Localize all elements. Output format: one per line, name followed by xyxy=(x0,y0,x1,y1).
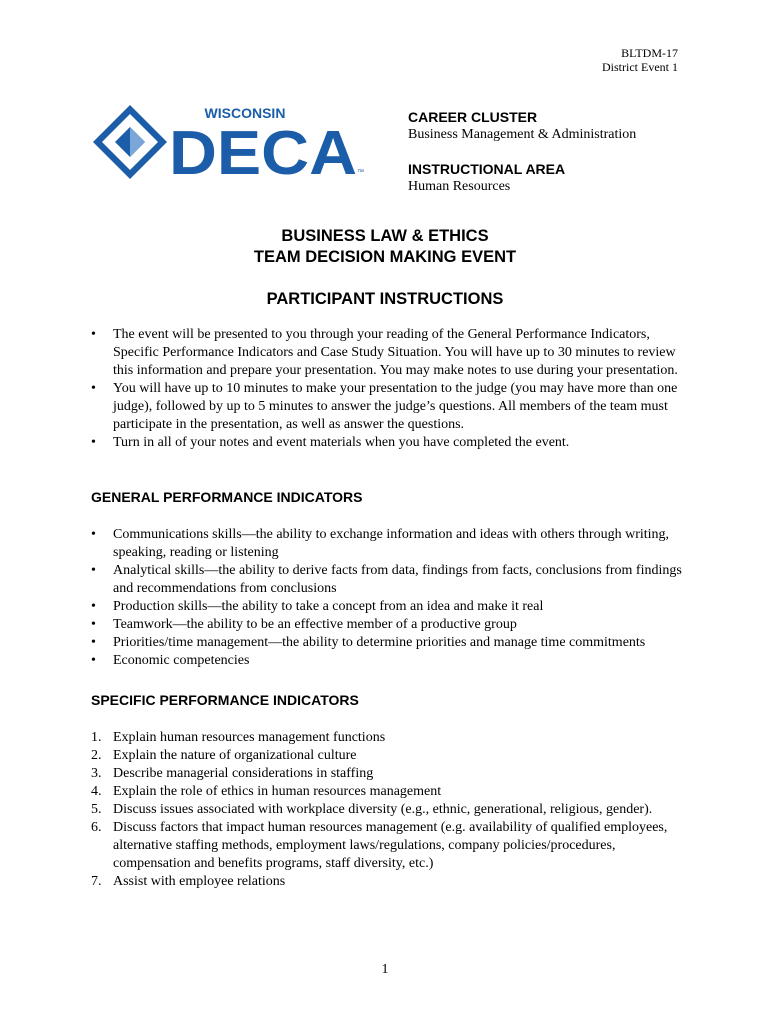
logo-deca-text: DECA xyxy=(169,119,357,182)
item-number: 4. xyxy=(91,784,102,799)
list-item xyxy=(91,873,691,891)
list-item xyxy=(91,783,691,801)
logo-state-text: WISCONSIN xyxy=(204,105,286,121)
list-item: • Analytical skills—the ability to derive facts from data, findings from facts, conclusions from findings and recommendations from conclusions xyxy=(91,562,691,598)
title-line-1: BUSINESS LAW & ETHICS xyxy=(281,227,489,245)
list-item: • Priorities/time management—the ability to determine priorities and manage time commitments xyxy=(91,634,691,652)
item-text: Explain the role of ethics in human resources management xyxy=(113,784,442,799)
list-item: • Teamwork—the ability to be an effective member of a productive group xyxy=(91,616,691,634)
instructional-area-value: Human Resources xyxy=(408,179,511,194)
item-number: 1. xyxy=(91,730,102,745)
item-text: Assist with employee relations xyxy=(113,874,286,889)
deca-diamond-logo-icon xyxy=(91,104,366,182)
instructional-area-label: INSTRUCTIONAL AREA xyxy=(408,161,566,177)
event-code: BLTDM-17 xyxy=(621,46,678,60)
item-text: Discuss issues associated with workplace diversity (e.g., ethnic, generational, religious, gender). xyxy=(113,802,653,817)
title-line-2: TEAM DECISION MAKING EVENT xyxy=(253,248,517,266)
list-item: • Economic competencies xyxy=(91,652,691,670)
list-item xyxy=(91,801,691,819)
specific-indicators-heading: SPECIFIC PERFORMANCE INDICATORS xyxy=(91,692,359,708)
list-item: • Communications skills—the ability to exchange information and ideas with others through writing, speaking, reading or listening xyxy=(91,526,691,562)
specific-indicators-list xyxy=(91,729,691,891)
page-number: 1 xyxy=(381,962,389,977)
list-item: • Production skills—the ability to take a concept from an idea and make it real xyxy=(91,598,691,616)
career-cluster-value: Business Management & Administration xyxy=(408,127,637,142)
item-text: Explain human resources management functions xyxy=(113,730,386,745)
item-text: Discuss factors that impact human resources management (e.g. availability of qualified employees, alternative staffing methods, employment laws/regulations, company policies/procedures, compensation and benefits programs, staff diversity, etc.) xyxy=(113,820,668,871)
career-cluster-label: CAREER CLUSTER xyxy=(408,109,538,125)
event-meta xyxy=(408,109,708,213)
item-text: Explain the nature of organizational culture xyxy=(113,748,357,763)
list-item xyxy=(91,729,691,747)
general-indicators-list xyxy=(91,526,691,670)
logo-trademark: ™ xyxy=(357,169,364,176)
list-item xyxy=(91,819,691,873)
item-number: 5. xyxy=(91,802,102,817)
item-number: 2. xyxy=(91,748,102,763)
list-item: • The event will be presented to you through your reading of the General Performance Indicators, Specific Performance Indicators and Case Study Situation. You will have up to 30 minutes to review this information and prepare your presentation. You may make notes to use during your presentation. xyxy=(91,326,691,380)
wisconsin-deca-logo xyxy=(91,104,366,182)
participant-instructions-list xyxy=(91,326,691,452)
list-item xyxy=(91,765,691,783)
event-level: District Event 1 xyxy=(602,60,678,74)
item-number: 7. xyxy=(91,874,102,889)
event-code-block xyxy=(602,46,678,74)
document-title xyxy=(0,226,770,268)
general-indicators-heading: GENERAL PERFORMANCE INDICATORS xyxy=(91,489,363,505)
list-item: • Turn in all of your notes and event materials when you have completed the event. xyxy=(91,434,691,452)
item-number: 6. xyxy=(91,820,102,835)
item-number: 3. xyxy=(91,766,102,781)
list-item xyxy=(91,747,691,765)
list-item: • You will have up to 10 minutes to make your presentation to the judge (you may have more than one judge), followed by up to 5 minutes to answer the judge’s questions. All members of the team must participate in the presentation, as well as answer the questions. xyxy=(91,380,691,434)
item-text: Describe managerial considerations in staffing xyxy=(113,766,374,781)
participant-instructions-heading: PARTICIPANT INSTRUCTIONS xyxy=(266,290,504,308)
